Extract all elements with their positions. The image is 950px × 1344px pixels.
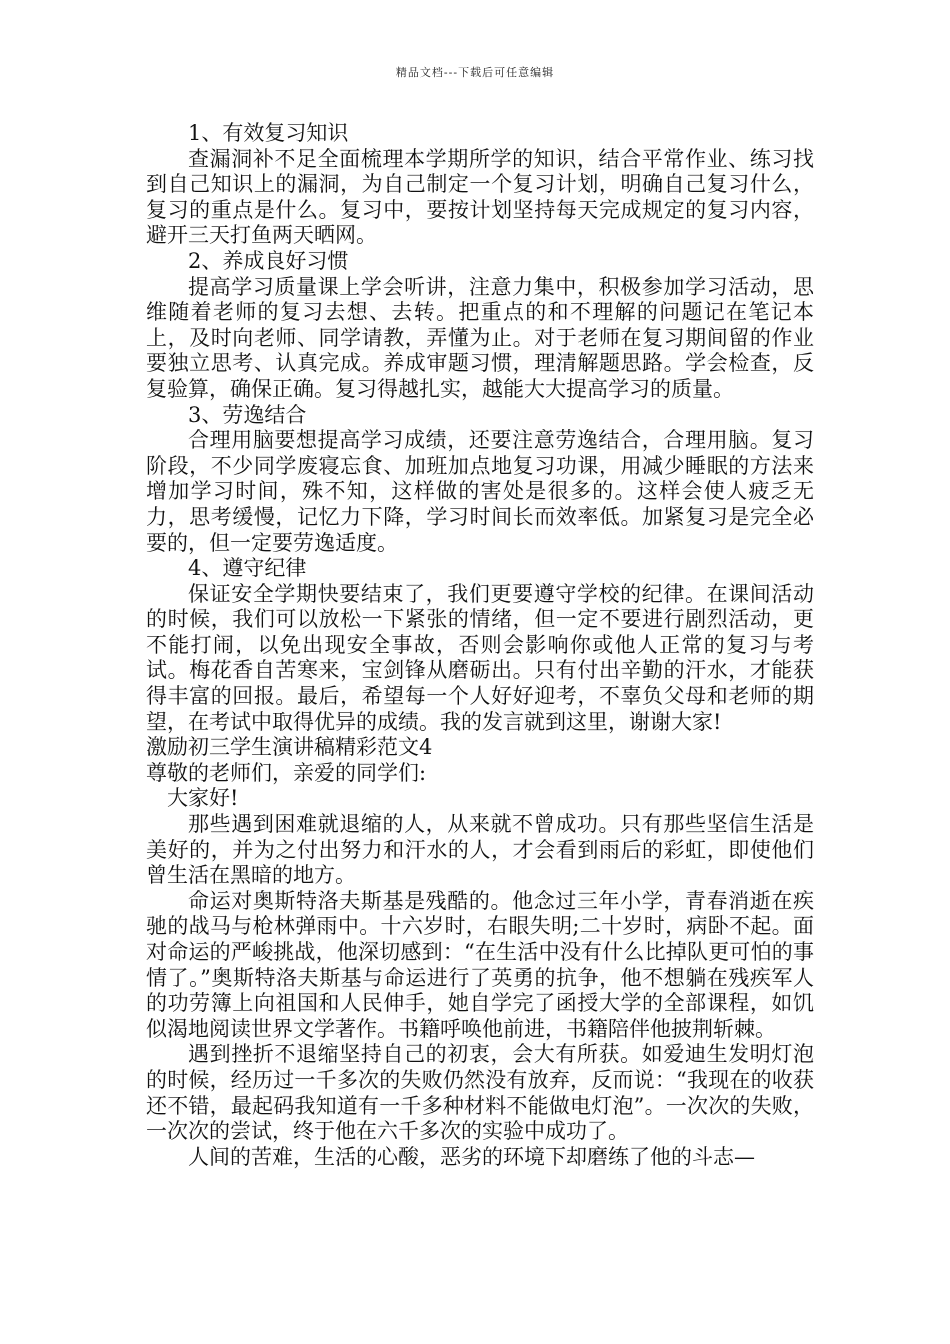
- paragraph: 合理用脑要想提高学习成绩，还要注意劳逸结合，合理用脑。复习阶段，不少同学废寝忘食、加班加点地复习功课，用减少睡眠的方法来增加学习时间，殊不知，这样做的害处是很多的。这样会使人疲乏无力，思考缓慢，记忆力下降，学习时间长而效率低。加紧复习是完全必要的，但一定要劳逸适度。: [146, 428, 814, 555]
- paragraph: 查漏洞补不足全面梳理本学期所学的知识，结合平常作业、练习找到自己知识上的漏洞，为自己制定一个复习计划，明确自己复习什么，复习的重点是什么。复习中，要按计划坚持每天完成规定的复习内容，避开三天打鱼两天晒网。: [146, 146, 814, 248]
- section-heading-2: 2、养成良好习惯: [188, 248, 349, 273]
- document-body: [146, 121, 814, 1170]
- paragraph: 命运对奥斯特洛夫斯基是残酷的。他念过三年小学，青春消逝在疾驰的战马与枪林弹雨中。十六岁时，右眼失明;二十岁时，病卧不起。面对命运的严峻挑战，他深切感到：“在生活中没有什么比掉队更可怕的事情了。”奥斯特洛夫斯基与命运进行了英勇的抗争，他不想躺在残疾军人的功劳簿上向祖国和人民伸手，她自学完了函授大学的全部课程，如饥似渴地阅读世界文学著作。书籍呼唤他前进，书籍陪伴他披荆斩棘。: [146, 888, 814, 1041]
- salutation: 尊敬的老师们，亲爱的同学们:: [146, 760, 427, 785]
- section-heading-4: 4、遵守纪律: [188, 556, 307, 581]
- greeting: 大家好!: [167, 786, 239, 811]
- paragraph: 遇到挫折不退缩坚持自己的初衷，会大有所获。如爱迪生发明灯泡的时候，经历过一千多次的失败仍然没有放弃，反而说：“我现在的收获还不错，最起码我知道有一千多种材料不能做电灯泡”。一次次的失败，一次次的尝试，终于他在六千多次的实验中成功了。: [146, 1042, 814, 1144]
- section-heading-3: 3、劳逸结合: [188, 402, 307, 427]
- page-header: 精品文档---下载后可任意编辑: [395, 66, 555, 79]
- section-heading-1: 1、有效复习知识: [188, 121, 349, 145]
- speech-title: 激励初三学生演讲稿精彩范文4: [146, 735, 433, 760]
- paragraph: 那些遇到困难就退缩的人，从来就不曾成功。只有那些坚信生活是美好的，并为之付出努力和汗水的人，才会看到雨后的彩虹，即使他们曾生活在黑暗的地方。: [146, 812, 814, 888]
- paragraph: 保证安全学期快要结束了，我们更要遵守学校的纪律。在课间活动的时候，我们可以放松一下紧张的情绪，但一定不要进行剧烈活动，更不能打闹，以免出现安全事故，否则会影响你或他人正常的复习与考试。梅花香自苦寒来，宝剑锋从磨砺出。只有付出辛勤的汗水，才能获得丰富的回报。最后，希望每一个人好好迎考，不辜负父母和老师的期望，在考试中取得优异的成绩。我的发言就到这里，谢谢大家!: [146, 581, 814, 734]
- paragraph: 提高学习质量课上学会听讲，注意力集中，积极参加学习活动，思维随着老师的复习去想、去转。把重点的和不理解的问题记在笔记本上，及时向老师、同学请教，弄懂为止。对于老师在复习期间留的作业要独立思考、认真完成。养成审题习惯，理清解题思路。学会检查，反复验算，确保正确。复习得越扎实，越能大大提高学习的质量。: [146, 274, 814, 401]
- paragraph: 人间的苦难，生活的心酸，恶劣的环境下却磨练了他的斗志—: [188, 1144, 755, 1169]
